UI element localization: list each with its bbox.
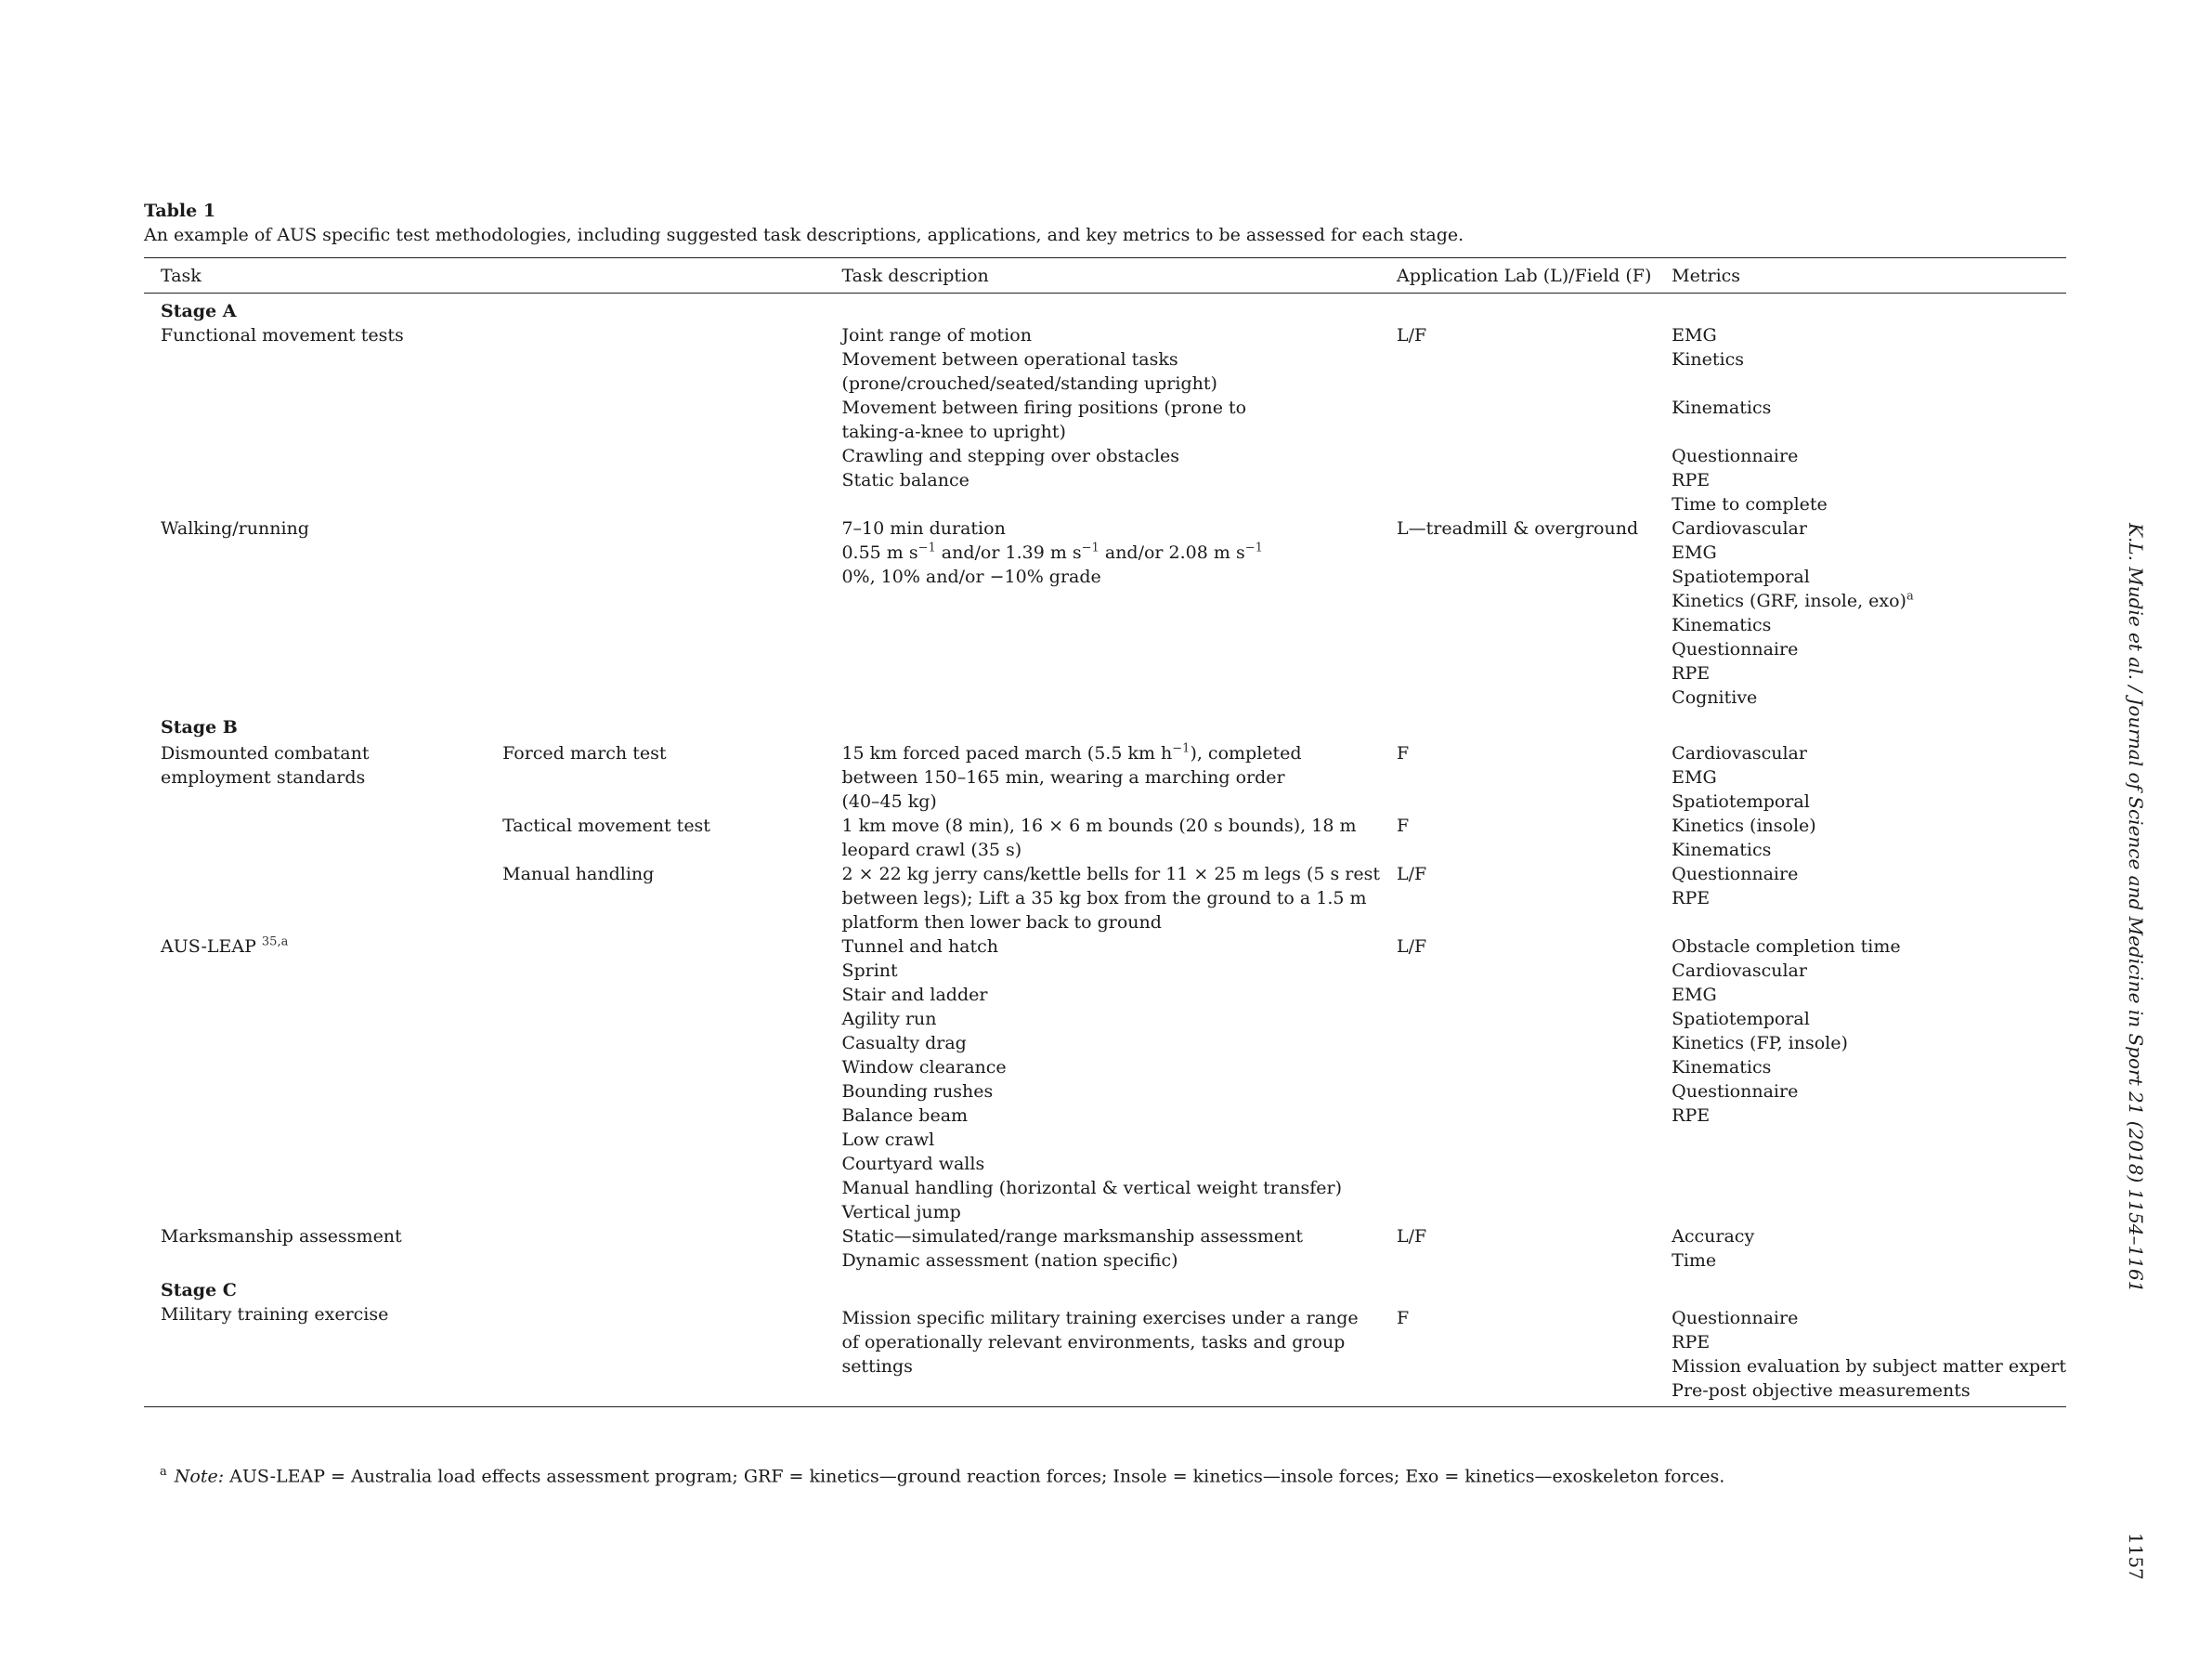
metrics-cell: Cardiovascular EMG Spatiotemporal Kinetics (insole) Kinematics Questionnaire RPE: [1672, 743, 1816, 908]
subtask-cell: Forced march test: [502, 743, 667, 764]
table-header-row: [144, 258, 2066, 294]
task-cell: Marksmanship assessment: [161, 1226, 402, 1247]
table-row: [144, 934, 2066, 1224]
application-cell: F: [1396, 1308, 1410, 1328]
metrics-cell: Cardiovascular EMG Spatiotemporal Kinetics (GRF, insole, exo)$^a$ Kinematics Questionnaire RPE Cognitive: [1672, 518, 1914, 708]
footnote-ref: a: [1906, 589, 1914, 604]
table-label: Table 1: [144, 201, 216, 221]
task-cell: Dismounted combatant employment standards: [161, 743, 370, 788]
citation-ref: 35,a: [261, 934, 289, 949]
metrics-cell: Accuracy Time: [1672, 1226, 1755, 1271]
metrics-cell: Obstacle completion time Cardiovascular EMG Spatiotemporal Kinetics (FP, insole) Kinematics Questionnaire RPE: [1672, 936, 1901, 1126]
table-caption-block: [144, 199, 2066, 247]
header-application: Application Lab (L)/Field (F): [1380, 258, 1655, 294]
stage-b-row: [144, 710, 2066, 739]
description-cell: 1 km move (8 min), 16 × 6 m bounds (20 s bounds), 18 m leopard crawl (35 s): [841, 816, 1357, 860]
footnote-note-word: Note:: [174, 1466, 225, 1487]
header-task: Task: [144, 258, 825, 294]
task-cell: Military training exercise: [161, 1304, 389, 1325]
description-cell: Joint range of motion Movement between operational tasks (prone/crouched/seated/standing upright) Movement between firing positions (prone to taking-a-knee to upright) Crawling and stepping over obstacles Static balance: [841, 325, 1247, 490]
description-cell: 15 km forced paced march (5.5 km $h^{-1}$), completed between 150–165 min, wearing a marching order (40–45 kg): [841, 741, 1302, 812]
footnote-text: AUS-LEAP = Australia load effects assessment program; GRF = kinetics—ground reaction forces; Insole = kinetics—insole forces; Exo = kinetics—exoskeleton forces.: [224, 1466, 1725, 1487]
subtask-cell: Manual handling: [502, 864, 655, 884]
stage-a-label: Stage A: [161, 301, 237, 321]
stage-a-row: [144, 294, 2066, 324]
description-cell: 7–10 min duration 0.55 m $s^{-1}$ and/or 1.39 m $s^{-1}$ and/or 2.08 m $s^{-1}$ 0%, 10% and/or −10% grade: [841, 518, 1263, 587]
description-cell: Tunnel and hatch Sprint Stair and ladder Agility run Casualty drag Window clearance Bounding rushes Balance beam Low crawl Courtyard walls Manual handling (horizontal & vertical weight transfer) Vertical jump: [841, 936, 1342, 1222]
table-row: [144, 1302, 2066, 1407]
application-cell: L/F: [1396, 936, 1427, 957]
application-cell: L/F: [1396, 864, 1427, 884]
description-cell: Static—simulated/range marksmanship assessment Dynamic assessment (nation specific): [841, 1226, 1304, 1271]
stage-c-label: Stage C: [161, 1280, 237, 1300]
footnote-mark: a: [160, 1465, 167, 1479]
metrics-cell: Questionnaire RPE Mission evaluation by subject matter expert Pre-post objective measurements: [1672, 1308, 2066, 1401]
running-head: K.L. Mudie et al. / Journal of Science and Medicine in Sport 21 (2018) 1154–1161: [2125, 523, 2147, 1293]
description-cell: Mission specific military training exercises under a range of operationally relevant environments, tasks and group settings: [841, 1308, 1359, 1377]
task-cell: AUS-LEAP $^{35,a}$: [161, 934, 289, 957]
application-cell: F: [1396, 816, 1410, 836]
methodology-table: [144, 257, 2066, 1407]
stage-c-row: [144, 1273, 2066, 1302]
table-caption: An example of AUS specific test methodologies, including suggested task descriptions, applications, and key metrics to be assessed for each stage.: [144, 225, 1464, 245]
application-cell: L/F: [1396, 1226, 1427, 1247]
description-cell: 2 × 22 kg jerry cans/kettle bells for 11 × 25 m legs (5 s rest between legs); Lift a 35 kg box from the ground to a 1.5 m platform then lower back to ground: [841, 864, 1380, 933]
application-cell: L/F: [1396, 325, 1427, 346]
stage-b-label: Stage B: [161, 717, 238, 738]
application-cell: L—treadmill & overground: [1396, 518, 1639, 539]
table-row: [144, 739, 2066, 814]
page-number: 1157: [2125, 1533, 2147, 1580]
header-metrics: Metrics: [1655, 258, 2066, 294]
table-row: [144, 323, 2066, 516]
table-footnote: [160, 1460, 2063, 1488]
application-cell: F: [1396, 743, 1410, 764]
task-cell: Walking/running: [161, 518, 309, 539]
subtask-cell: Tactical movement test: [502, 816, 710, 836]
table-row: [144, 516, 2066, 710]
table-row: [144, 1224, 2066, 1273]
task-cell: Functional movement tests: [161, 325, 404, 346]
metrics-cell: EMG Kinetics Kinematics Questionnaire RPE Time to complete: [1672, 325, 1828, 515]
header-description: Task description: [825, 258, 1380, 294]
